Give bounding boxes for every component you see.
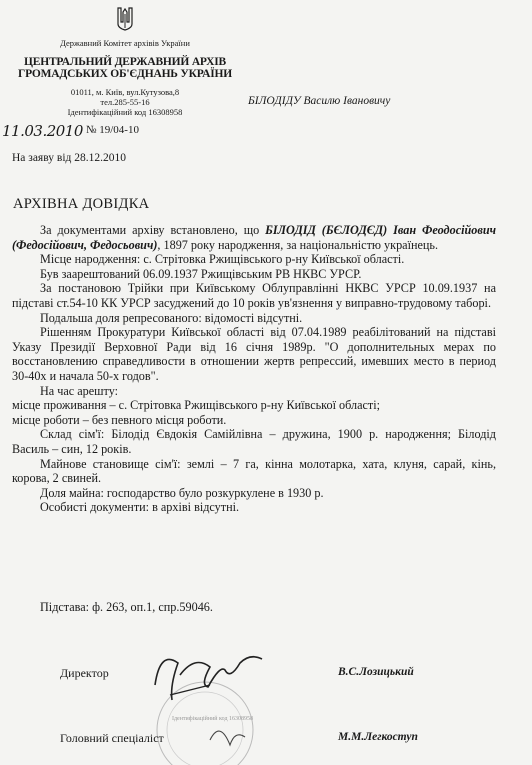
document-number: № 19/04-10 — [86, 124, 139, 136]
person-name: БІЛОДІД (БЄЛОДЄД) Іван Феодосійович (Федосійович, Федосьович) — [12, 223, 496, 252]
paragraph-residence: місце проживання – с. Стрітовка Ржищівського р-ну Київської області; — [12, 398, 381, 413]
document-body — [12, 223, 496, 515]
archive-phone: тел.285-55-16 — [100, 97, 150, 107]
paragraph-birthplace: Місце народження: с. Стрітовка Ржищівського р-ну Київської області. — [40, 252, 405, 267]
paragraph-documents: Особисті документи: в архіві відсутні. — [40, 500, 240, 515]
paragraph-intro: За документами архіву встановлено, що БІЛОДІД (БЄЛОДЄД) Іван Феодосійович (Федосійович, Федосьович), 1897 року народження, за національністю українець. — [12, 223, 496, 252]
archive-code: Ідентифікаційний код 16308958 — [67, 107, 183, 117]
basis-reference: Підстава: ф. 263, оп.1, спр.59046. — [40, 600, 213, 614]
date-handwritten: 11.03.2010 — [2, 122, 83, 140]
paragraph-property: Майнове становище сім'ї: землі – 7 га, кінна молотарка, хата, клуня, сарай, кінь, корова, 2 свиней. — [12, 456, 496, 486]
request-reference: На заяву від 28.12.2010 — [12, 152, 126, 164]
director-name: В.С.Лозицький — [338, 666, 414, 678]
specialist-name: М.М.Легкоступ — [338, 731, 418, 743]
committee-name: Державний Комітет архівів України — [60, 38, 190, 48]
director-label: Директор — [60, 666, 109, 680]
paragraph-at-arrest: На час арешту: — [40, 383, 119, 398]
paragraph-property-fate: Доля майна: господарство було розкуркулене в 1930 р. — [40, 485, 324, 500]
paragraph-rehabilitation: Рішенням Прокуратури Київської області від 07.04.1989 реабілітований на підставі Указу Президії Верховної Ради від 16 січня 1989р. "О дополнительных мерах по восстановлению справедливости в отношении жертв репрессий, имевших место в период 30-40х и начала 50-х годов". — [12, 325, 496, 383]
document-title: АРХІВНА ДОВІДКА — [13, 196, 150, 212]
paragraph-family: Склад сім'ї: Білодід Євдокія Самійлівна – дружина, 1900 р. народження; Білодід Василь – син, 12 років. — [12, 427, 496, 456]
archive-address: 01011, м. Київ, вул.Кутузова,8 — [70, 87, 180, 97]
letterhead — [0, 0, 250, 120]
trident-emblem-icon — [116, 6, 134, 32]
specialist-label: Головний спеціаліст — [60, 731, 164, 745]
paragraph-workplace: місце роботи – без певного місця роботи. — [12, 412, 227, 427]
archive-name-line1: ЦЕНТРАЛЬНИЙ ДЕРЖАВНИЙ АРХІВ — [24, 56, 226, 68]
archive-name-line2: ГРОМАДСЬКИХ ОБ'ЄДНАНЬ УКРАЇНИ — [18, 68, 232, 80]
stamp-and-signature-icon — [150, 645, 270, 765]
paragraph-sentence: За постановою Трійки при Київському Облуправлінні НКВС УРСР 10.09.1937 на підставі ст.54-10 КК УРСР засуджений до 10 років ув'язнення у виправно-трудовому таборі. — [12, 281, 496, 310]
paragraph-fate: Подальша доля репресованого: відомості відсутні. — [40, 310, 303, 325]
paragraph-arrest: Був заарештований 06.09.1937 Ржищівським РВ НКВС УРСР. — [40, 266, 362, 281]
stamp-code: Ідентифікаційний код 16308958 — [172, 716, 254, 722]
addressee: БІЛОДІДУ Василю Івановичу — [248, 95, 391, 107]
